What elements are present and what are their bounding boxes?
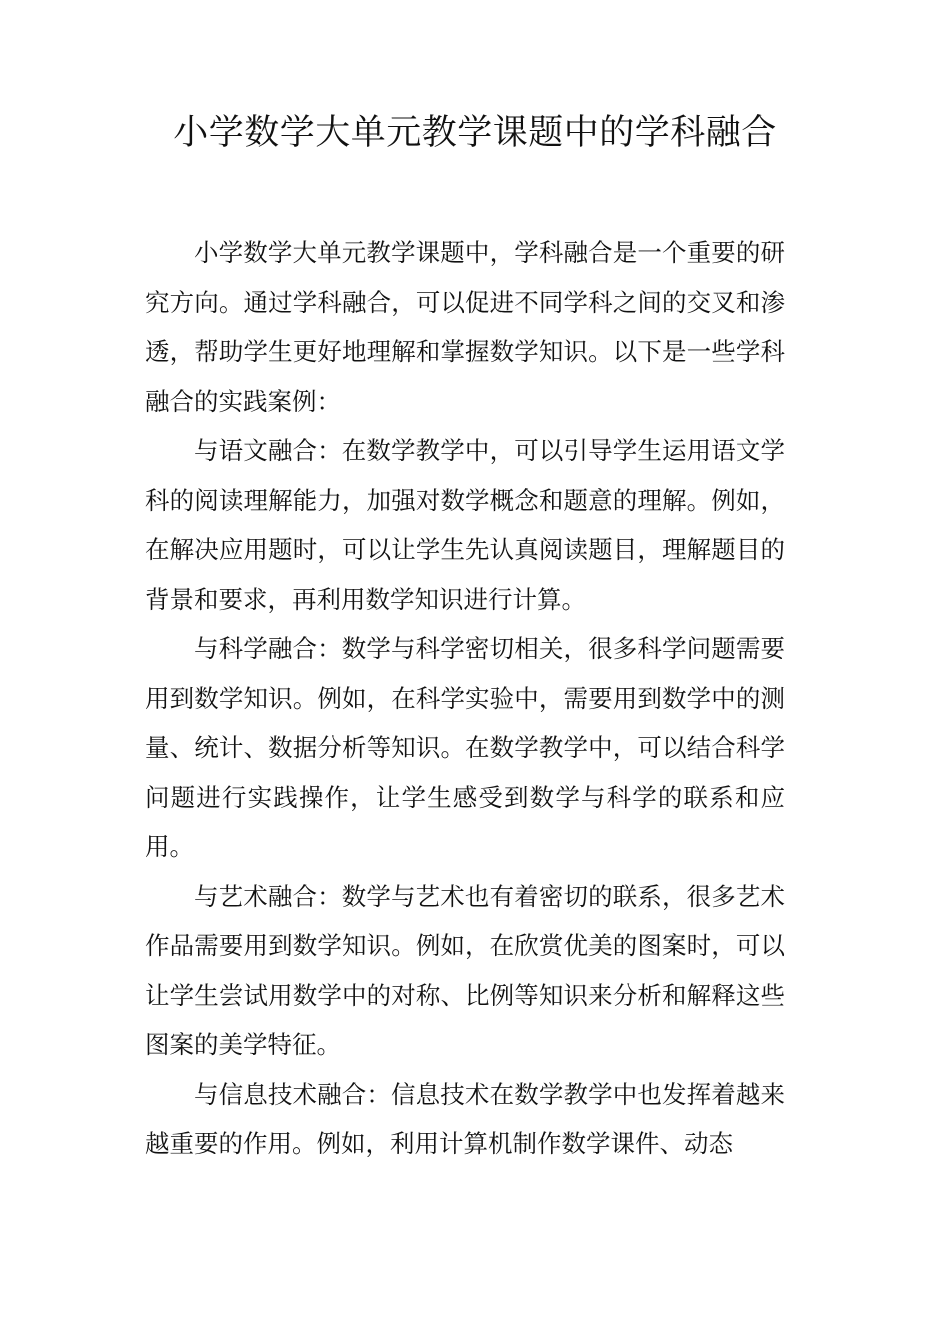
paragraph-it-integration: 与信息技术融合：信息技术在数学教学中也发挥着越来越重要的作用。例如，利用计算机制作数学课件、动态 xyxy=(145,1079,785,1158)
paragraph-intro: 小学数学大单元教学课题中，学科融合是一个重要的研究方向。通过学科融合，可以促进不同学科之间的交叉和渗透，帮助学生更好地理解和掌握数学知识。以下是一些学科融合的实践案例： xyxy=(145,238,785,416)
document-body xyxy=(145,228,785,1169)
paragraph-art-integration: 与艺术融合：数学与艺术也有着密切的联系，很多艺术作品需要用到数学知识。例如，在欣赏优美的图案时，可以让学生尝试用数学中的对称、比例等知识来分析和解释这些图案的美学特征。 xyxy=(145,881,785,1059)
paragraph-chinese-integration: 与语文融合：在数学教学中，可以引导学生运用语文学科的阅读理解能力，加强对数学概念和题意的理解。例如，在解决应用题时，可以让学生先认真阅读题目，理解题目的背景和要求，再利用数学知识进行计算。 xyxy=(145,436,785,614)
document-title: 小学数学大单元教学课题中的学科融合 xyxy=(173,113,777,153)
paragraph-science-integration: 与科学融合：数学与科学密切相关，很多科学问题需要用到数学知识。例如，在科学实验中，需要用到数学中的测量、统计、数据分析等知识。在数学教学中，可以结合科学问题进行实践操作，让学生感受到数学与科学的联系和应用。 xyxy=(145,634,785,861)
